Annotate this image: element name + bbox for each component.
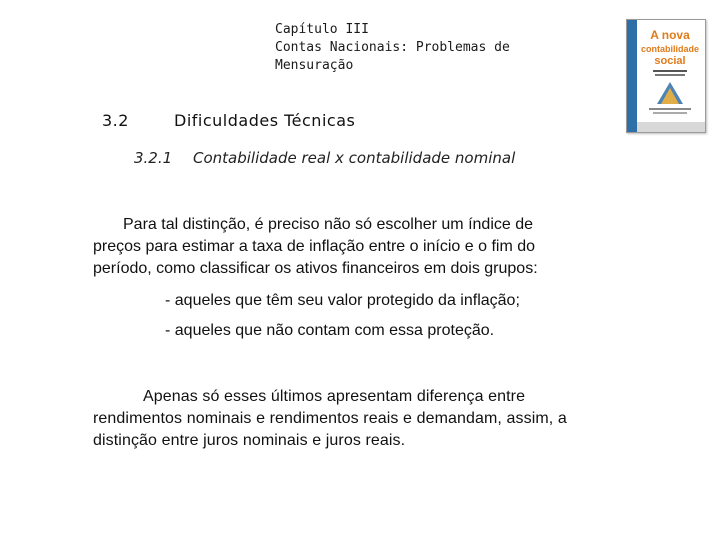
bullet-item: - aqueles que não contam com essa proteção. [165,322,495,339]
book-cover-image [626,19,706,133]
book-cover-title-line3: social [654,55,686,67]
chapter-header [275,21,510,75]
subsection-title: Contabilidade real x contabilidade nominal [193,149,516,167]
section-title: Dificuldades Técnicas [174,111,356,130]
paragraph-1 [93,214,538,280]
paragraph-1-line: Para tal distinção, é preciso não só escolher um índice de [123,216,534,233]
book-cover-title-line2: contabilidade [640,44,700,54]
paragraph-2-line: Apenas só esses últimos apresentam diferença entre [143,388,526,405]
paragraph-2-line: distinção entre juros nominais e juros reais. [93,432,406,449]
subsection-number: 3.2.1 [134,149,173,167]
book-cover-footer-band [637,122,705,132]
chapter-label: Capítulo III [275,22,369,37]
paragraph-2 [93,386,567,452]
bullet-item: - aqueles que têm seu valor protegido da inflação; [165,292,520,309]
book-cover-spine [627,20,637,132]
chapter-title-line2: Mensuração [275,58,354,73]
paragraph-1-line: período, como classificar os ativos financeiros em dois grupos: [93,260,538,277]
chapter-title-line1: Contas Nacionais: Problemas de [275,40,510,55]
book-cover-title-line1: A nova [650,28,690,42]
section-number: 3.2 [102,111,129,130]
book-cover-title-graphic [639,26,701,122]
paragraph-2-line: rendimentos nominais e rendimentos reais e demandam, assim, a [93,410,567,427]
paragraph-1-line: preços para estimar a taxa de inflação entre o início e o fim do [93,238,536,255]
